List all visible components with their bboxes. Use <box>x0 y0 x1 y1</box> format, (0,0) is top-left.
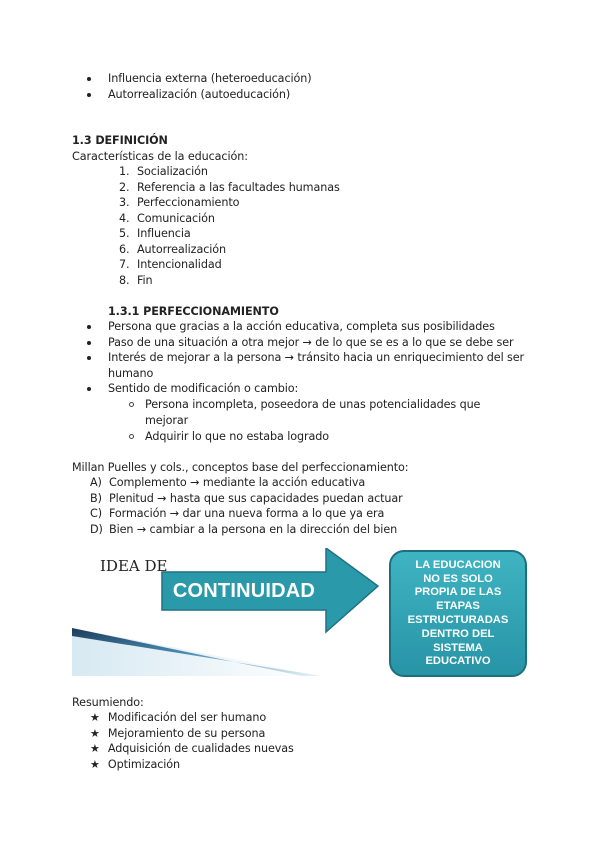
box-line: ESTRUCTURADAS <box>407 614 509 626</box>
idea-label: IDEA DE <box>100 557 168 575</box>
list-number: 3. <box>119 196 130 209</box>
list-number: 8. <box>119 274 130 287</box>
list-item-text: Formación → dar una nueva forma a lo que ya era <box>109 507 385 520</box>
box-line: EDUCATIVO <box>425 655 491 668</box>
bullet-icon <box>87 93 91 97</box>
list-item <box>119 242 226 258</box>
list-item <box>87 381 298 397</box>
list-number: 2. <box>119 181 130 194</box>
list-item <box>119 164 208 180</box>
list-item <box>87 335 514 351</box>
box-line: NO ES SOLO <box>423 572 493 585</box>
list-item-text: Intencionalidad <box>137 258 222 271</box>
list-item <box>119 195 239 211</box>
continuity-diagram <box>72 548 532 680</box>
box-line: ETAPAS <box>436 600 480 613</box>
list-item-text: Comunicación <box>137 212 215 225</box>
star-icon: ★ <box>90 742 100 756</box>
list-item-text: Influencia <box>137 227 191 240</box>
list-item-text: Persona que gracias a la acción educativa, completa sus posibilidades <box>108 320 495 333</box>
list-letter: B) <box>90 492 102 505</box>
list-item <box>119 257 222 273</box>
sub-list-item <box>129 429 329 445</box>
list-item <box>90 475 365 491</box>
bullet-icon <box>87 387 91 391</box>
list-number: 7. <box>119 258 130 271</box>
star-icon: ★ <box>90 711 100 725</box>
list-item-text: Autorrealización (autoeducación) <box>108 88 291 101</box>
arrow-label: CONTINUIDAD <box>172 580 316 602</box>
list-item-text: Perfeccionamiento <box>137 196 240 209</box>
list-item-text: Complemento → mediante la acción educativa <box>109 476 366 489</box>
list-item-text: Sentido de modificación o cambio: <box>108 382 299 395</box>
list-number: 1. <box>119 165 130 178</box>
bullet-icon <box>87 325 91 329</box>
list-item-text: Optimización <box>107 758 181 771</box>
list-item <box>119 180 340 196</box>
list-item-text: Mejoramiento de su persona <box>107 727 266 740</box>
list-item-text: Fin <box>137 274 153 287</box>
bullet-icon <box>87 77 91 81</box>
list-item-text: Autorrealización <box>137 243 227 256</box>
star-icon: ★ <box>90 727 100 741</box>
bullet-icon <box>87 341 91 345</box>
list-item <box>90 491 403 507</box>
list-item <box>87 319 495 335</box>
list-item-text: Persona incompleta, poseedora de unas potencialidades que <box>145 398 481 411</box>
decorative-ramp <box>72 628 322 676</box>
list-item <box>87 87 290 103</box>
list-letter: D) <box>90 523 103 536</box>
list-item-text: Adquirir lo que no estaba logrado <box>145 430 329 443</box>
list-item-text: Influencia externa (heteroeducación) <box>108 72 312 85</box>
star-icon: ★ <box>90 758 100 772</box>
list-number: 5. <box>119 227 130 240</box>
list-item-continuation: humano <box>108 367 154 380</box>
section-intro: Características de la educación: <box>72 150 248 163</box>
list-item <box>90 757 180 773</box>
section-heading: 1.3 DEFINICIÓN <box>72 134 168 147</box>
list-item-text: Modificación del ser humano <box>107 711 267 724</box>
subsection-heading: 1.3.1 PERFECCIONAMIENTO <box>108 305 279 318</box>
box-line: DENTRO DEL <box>421 627 495 640</box>
box-line: LA EDUCACION <box>415 558 501 571</box>
box-line: PROPIA DE LAS <box>414 586 502 599</box>
list-item-text: Adquisición de cualidades nuevas <box>107 742 294 755</box>
list-item <box>90 506 384 522</box>
list-letter: C) <box>90 507 102 520</box>
list-item <box>87 71 312 87</box>
box-text <box>390 553 526 675</box>
list-number: 6. <box>119 243 130 256</box>
list-item <box>90 726 265 742</box>
list-item <box>90 522 397 538</box>
list-item-text: Bien → cambiar a la persona en la dirección del bien <box>109 523 398 536</box>
list-letter: A) <box>90 476 102 489</box>
summary-intro: Resumiendo: <box>72 696 144 709</box>
list-item-continuation: mejorar <box>145 414 189 427</box>
hollow-bullet-icon <box>129 434 134 439</box>
paragraph: Millan Puelles y cols., conceptos base del perfeccionamiento: <box>72 461 409 474</box>
list-item-text: Interés de mejorar a la persona → tránsito hacia un enriquecimiento del ser <box>108 351 525 364</box>
list-item <box>90 741 294 757</box>
list-item <box>90 710 266 726</box>
sub-list-item <box>129 397 480 413</box>
list-item-text: Referencia a las facultades humanas <box>137 181 340 194</box>
list-item-text: Paso de una situación a otra mejor → de lo que se es a lo que se debe ser <box>108 336 514 349</box>
hollow-bullet-icon <box>129 402 134 407</box>
list-item <box>87 350 524 366</box>
list-item <box>119 211 215 227</box>
list-item <box>119 226 191 242</box>
list-item-text: Socialización <box>137 165 208 178</box>
list-number: 4. <box>119 212 130 225</box>
list-item-text: Plenitud → hasta que sus capacidades puedan actuar <box>109 492 403 505</box>
list-item <box>119 273 153 289</box>
box-line: SISTEMA <box>433 641 483 654</box>
bullet-icon <box>87 356 91 360</box>
